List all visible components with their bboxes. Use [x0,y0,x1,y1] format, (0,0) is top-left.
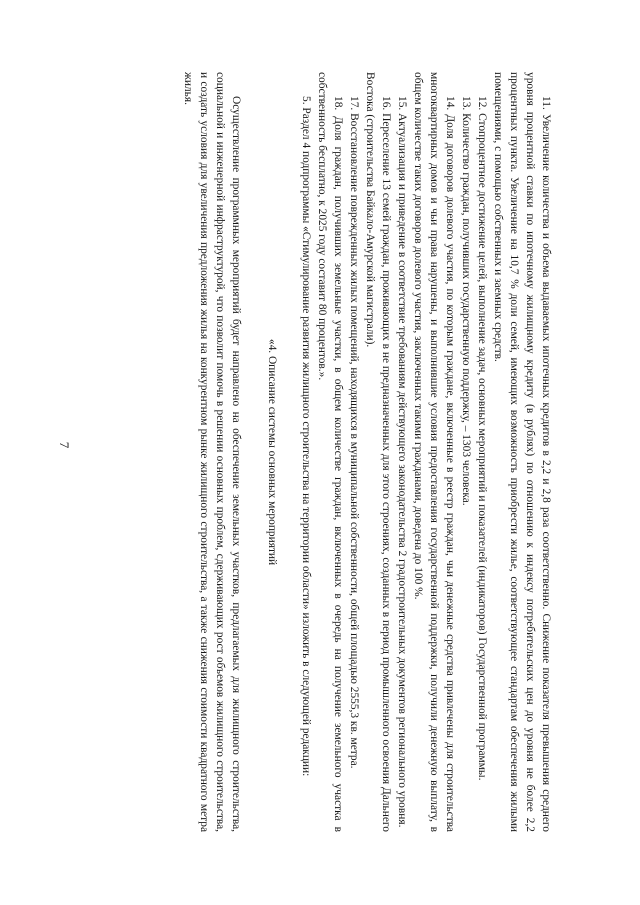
paragraph-item-14: 14. Доля договоров долевого участия, по которым граждане, включенные в реестр граждан, чьи денежные средства привлечены для строительства многоквартирных домов и чьи права нарушены, и выполнившие условия предоставления государственной поддержки, получили денежную выплату, в общем количестве таких договоров долевого участия, заключенных такими гражданами, доведена до 100 %. [412,72,456,832]
paragraph-item-15: 15. Актуализация и приведение в соответствие требованиям действующего законодательства 2 градостроительных документов регионального уровня. [396,96,408,828]
paragraph-item-11: 11. Увеличение количества и объема выдаваемых ипотечных кредитов в 2,2 и 2,8 раза соответственно. Снижение показателя превышения среднего уровня процентной ставки по ипотечному жилищному кредиту (в рублях) по отношению к индексу потребительских цен до уровня не более 2,2 процентных пункта. Увеличение на 10,7 % доли семей, имеющих возможность приобрести жилье, соответствующее стандартам обеспечения жилыми помещениями, с помощью собственных и заемных средств. [492,72,552,832]
paragraph-item-16: 16. Переселение 13 семей граждан, проживающих в не предназначенных для этого строениях, созданных в период промышленного освоения Дальнего Востока (строительства Байкало-Амурской магистрали). [364,72,392,832]
section-heading: «4. Описание системы основных мероприятий [266,338,278,566]
paragraph-item-13: 13. Количество граждан, получивших государственную поддержку, – 1303 человека. [460,96,472,506]
closing-paragraph: Осуществление программных мероприятий будет направлено на обеспечение земельных участков, предлагаемых для жилищного строительства, социальной и инженерной инфраструктурой, что позволит помочь в решении основных проблем, сдерживающих рост объемов жилищного строительства, и создать условия для увеличения предложения жилья на конкурентном рынке жилищного строительства, а также снижения стоимости квадратного метра жилья. [182,72,242,832]
paragraph-item-17: 17. Восстановление поврежденных жилых помещений, находящихся в муниципальной собственности, общей площадью 2555,3 кв. метра. [348,96,360,769]
document-body [86,72,554,832]
paragraph-item-12: 12. Стопроцентное достижение целей, выполнение задач, основных мероприятий и показателей (индикаторов) Государственной программы. [476,96,488,781]
paragraph-item-18: 18. Доля граждан, получивших земельные участки, в общем количестве граждан, включенных в очередь на получение земельного участка в собственность бесплатно, к 2025 году составит 80 процентов.». [316,72,344,832]
paragraph-amendment-5: 5. Раздел 4 подпрограммы «Стимулирование развития жилищного строительства на территории области» изложить в следующей редакции: [300,96,312,777]
page-number: 7 [57,441,72,449]
